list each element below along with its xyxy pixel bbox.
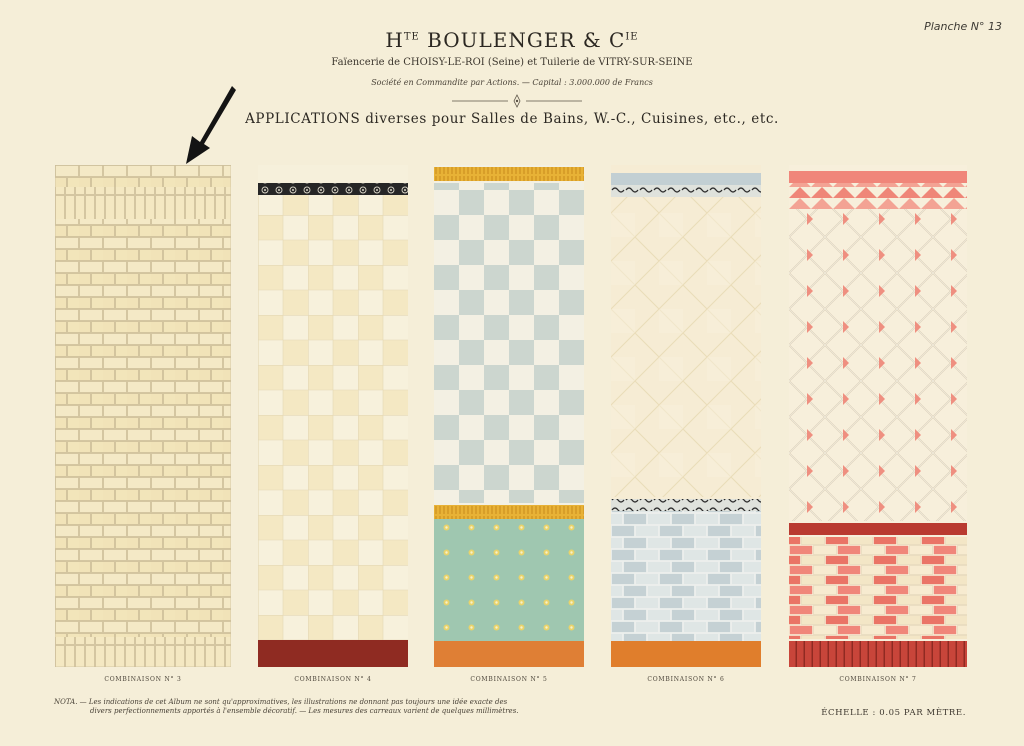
company-info: Société en Commandite par Actions. — Capital : 3.000.000 de Francs bbox=[371, 78, 653, 87]
caption-combinaison-5: COMBINAISON N° 5 bbox=[470, 676, 548, 683]
caption-combinaison-7: COMBINAISON N° 7 bbox=[839, 676, 917, 683]
arrow-pointer-icon bbox=[180, 80, 240, 170]
scale-label: ÉCHELLE : 0.05 PAR MÈTRE. bbox=[821, 708, 966, 718]
ornament-divider-icon bbox=[452, 94, 582, 108]
plate-number: Planche N° 13 bbox=[924, 20, 1002, 33]
caption-combinaison-4: COMBINAISON N° 4 bbox=[294, 676, 372, 683]
title-suffix-sup: IE bbox=[625, 31, 639, 43]
nota-line-2: divers perfectionnements apportés à l'ensemble décoratif. — Les mesures des carreaux varient de quelques millimètres. bbox=[90, 707, 519, 715]
title-prefix: H bbox=[385, 28, 404, 52]
title-prefix-sup: TE bbox=[403, 31, 420, 43]
tile-panel-combinaison-5 bbox=[434, 165, 584, 667]
tile-panel-combinaison-4 bbox=[258, 165, 408, 667]
tile-panel-combinaison-7 bbox=[789, 165, 967, 667]
title-suffix: C bbox=[609, 28, 626, 52]
subtitle: Faïencerie de CHOISY-LE-ROI (Seine) et Tuilerie de VITRY-SUR-SEINE bbox=[331, 57, 693, 68]
tile-panel-combinaison-6 bbox=[611, 165, 761, 667]
title-amp: & bbox=[582, 28, 602, 52]
company-title bbox=[0, 28, 1024, 52]
title-main: BOULENGER bbox=[427, 28, 576, 52]
nota-text bbox=[54, 698, 574, 716]
caption-combinaison-6: COMBINAISON N° 6 bbox=[647, 676, 725, 683]
caption-combinaison-3: COMBINAISON N° 3 bbox=[104, 676, 182, 683]
nota-line-1: NOTA. — Les indications de cet Album ne sont qu'approximatives, les illustrations ne donnant pas toujours une idée exacte des bbox=[54, 698, 508, 706]
tile-panel-combinaison-3 bbox=[55, 165, 231, 667]
applications-heading: APPLICATIONS diverses pour Salles de Bains, W.-C., Cuisines, etc., etc. bbox=[245, 111, 779, 127]
